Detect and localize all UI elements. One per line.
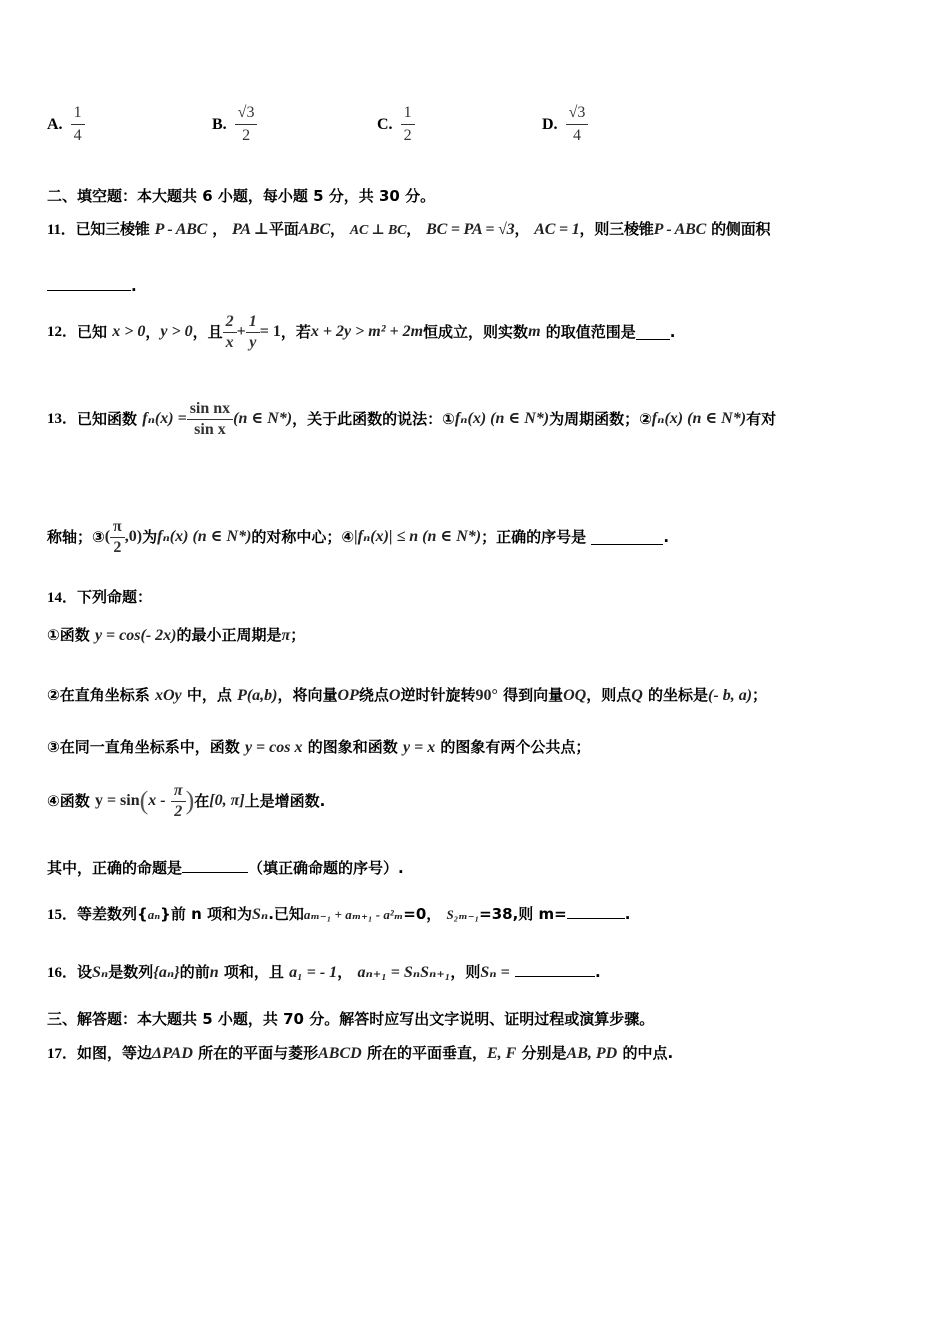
- question-16: 16．设Sₙ是数列{aₙ}的前n 项和，且 a₁ = - 1， aₙ₊₁ = SₙSₙ₊₁，则Sₙ = .: [47, 963, 601, 981]
- question-11: 11．已知三棱锥 P - ABC ， PA ⊥平面ABC， AC ⊥ BC， BC = PA = √3， AC = 1，则三棱锥P - ABC 的侧面积: [47, 220, 771, 238]
- question-14-tail: 其中，正确的命题是 （填正确命题的序号）.: [47, 859, 404, 877]
- choice-label: D.: [542, 115, 558, 133]
- answer-blank[interactable]: [182, 858, 248, 873]
- question-14: 14．下列命题：: [47, 588, 153, 606]
- question-13: 13． 已知函数 fₙ(x) = $\frac{\text{sin nx}}{\text{sin x}}$ (n ∈ N*) ，关于此函数的说法：① fₙ(x) (n ∈ N*) 为周期函数；② fₙ(x) (n ∈ N*) 有对: [47, 399, 777, 438]
- choice-d: [542, 104, 588, 145]
- section-2-heading: 二、填空题：本大题共 6 小题，每小题 5 分，共 30 分。: [47, 187, 436, 205]
- choice-label: B.: [212, 115, 227, 133]
- question-13-cont: 称轴；③ ( $\frac{\pi}{2}$ ,0) 为 fₙ(x) (n ∈ N*) 的对称中心；④ |fₙ(x)| ≤ n (n ∈ N*) ；正确的序号是 .: [47, 517, 670, 556]
- question-15: 15．等差数列{aₙ}前 n 项和为Sₙ.已知aₘ₋₁ + aₘ₊₁ - a²ₘ=0， S₂ₘ₋₁=38,则 m= .: [47, 905, 631, 923]
- choice-label: A.: [47, 115, 63, 133]
- answer-blank[interactable]: [567, 904, 625, 919]
- question-11-answer: .: [47, 276, 910, 294]
- answer-blank[interactable]: [47, 276, 131, 291]
- choice-fraction: $\frac{1}{4}$: [71, 104, 85, 145]
- answer-blank[interactable]: [591, 530, 663, 545]
- choice-fraction: $\frac{√3}{4}$: [566, 104, 589, 145]
- choice-b: [212, 104, 257, 145]
- choice-c: [377, 104, 415, 145]
- question-12: 12． 已知 x > 0 ， y > 0 ，且 $\frac{2}{x}$ + $\frac{1}{y}$ = 1 ，若 x + 2y > m² + 2m 恒成立，则实数 m 的取值范围是 .: [47, 312, 676, 351]
- choice-fraction: $\frac{√3}{2}$: [235, 104, 258, 145]
- question-14-item-4: ④函数 y = sin ( x - $\frac{\pi}{2}$ ) 在 [0, π] 上是增函数.: [47, 781, 326, 820]
- answer-blank[interactable]: [636, 325, 670, 340]
- section-3-heading: 三、解答题：本大题共 5 小题，共 70 分。解答时应写出文字说明、证明过程或演算步骤。: [47, 1010, 655, 1028]
- question-14-item-2: ②在直角坐标系 xOy 中，点 P(a,b)，将向量OP绕点O逆时针旋转90° 得到向量OQ，则点Q 的坐标是(- b, a)；: [47, 686, 768, 704]
- choice-label: C.: [377, 115, 393, 133]
- choice-fraction: $\frac{1}{2}$: [401, 104, 415, 145]
- question-14-item-3: ③在同一直角坐标系中，函数 y = cos x 的图象和函数 y = x 的图象有两个公共点；: [47, 738, 591, 756]
- question-17: 17．如图，等边ΔPAD 所在的平面与菱形ABCD 所在的平面垂直，E, F 分别是AB, PD 的中点.: [47, 1044, 674, 1062]
- question-14-item-1: ①函数 y = cos(- 2x)的最小正周期是π；: [47, 626, 306, 644]
- choice-a: [47, 104, 85, 145]
- answer-blank[interactable]: [515, 962, 595, 977]
